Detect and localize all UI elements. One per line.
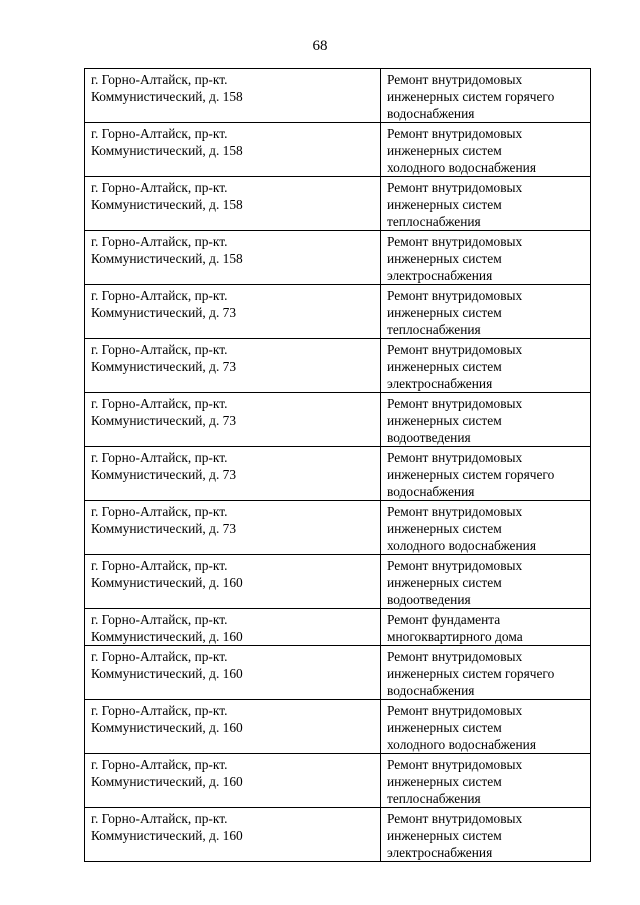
- work-text: Ремонт внутридомовых инженерных систем холодного водоснабжения: [387, 703, 536, 752]
- table-row: [85, 646, 591, 700]
- work-cell: [381, 754, 591, 808]
- work-text: Ремонт фундамента многоквартирного дома: [387, 612, 523, 644]
- address-cell: [85, 501, 381, 555]
- work-cell: [381, 123, 591, 177]
- address-text: г. Горно-Алтайск, пр-кт. Коммунистический, д. 160: [91, 703, 243, 735]
- work-cell: [381, 555, 591, 609]
- work-cell: [381, 285, 591, 339]
- work-text: Ремонт внутридомовых инженерных систем горячего водоснабжения: [387, 72, 555, 121]
- address-cell: [85, 447, 381, 501]
- work-text: Ремонт внутридомовых инженерных систем холодного водоснабжения: [387, 504, 536, 553]
- address-text: г. Горно-Алтайск, пр-кт. Коммунистический, д. 73: [91, 450, 237, 482]
- address-cell: [85, 808, 381, 862]
- table-row: [85, 808, 591, 862]
- work-cell: [381, 393, 591, 447]
- table-row: [85, 700, 591, 754]
- repair-table: [84, 68, 591, 862]
- table-row: [85, 339, 591, 393]
- address-cell: [85, 123, 381, 177]
- work-cell: [381, 231, 591, 285]
- work-cell: [381, 447, 591, 501]
- table-row: [85, 177, 591, 231]
- address-cell: [85, 69, 381, 123]
- work-text: Ремонт внутридомовых инженерных систем теплоснабжения: [387, 757, 523, 806]
- table-row: [85, 754, 591, 808]
- work-cell: [381, 609, 591, 646]
- work-text: Ремонт внутридомовых инженерных систем теплоснабжения: [387, 180, 523, 229]
- work-text: Ремонт внутридомовых инженерных систем водоотведения: [387, 396, 523, 445]
- table-row: [85, 555, 591, 609]
- address-cell: [85, 339, 381, 393]
- address-text: г. Горно-Алтайск, пр-кт. Коммунистический, д. 73: [91, 288, 237, 320]
- address-cell: [85, 285, 381, 339]
- table-row: [85, 285, 591, 339]
- work-cell: [381, 700, 591, 754]
- work-text: Ремонт внутридомовых инженерных систем водоотведения: [387, 558, 523, 607]
- work-text: Ремонт внутридомовых инженерных систем электроснабжения: [387, 342, 523, 391]
- table-row: [85, 501, 591, 555]
- work-cell: [381, 339, 591, 393]
- work-cell: [381, 646, 591, 700]
- address-cell: [85, 754, 381, 808]
- table-row: [85, 447, 591, 501]
- address-text: г. Горно-Алтайск, пр-кт. Коммунистический, д. 158: [91, 180, 243, 212]
- address-cell: [85, 609, 381, 646]
- address-text: г. Горно-Алтайск, пр-кт. Коммунистический, д. 73: [91, 504, 237, 536]
- work-cell: [381, 501, 591, 555]
- work-text: Ремонт внутридомовых инженерных систем горячего водоснабжения: [387, 649, 555, 698]
- table-row: [85, 609, 591, 646]
- address-cell: [85, 646, 381, 700]
- table-row: [85, 69, 591, 123]
- table-row: [85, 123, 591, 177]
- address-text: г. Горно-Алтайск, пр-кт. Коммунистический, д. 160: [91, 612, 243, 644]
- work-cell: [381, 69, 591, 123]
- address-cell: [85, 177, 381, 231]
- address-text: г. Горно-Алтайск, пр-кт. Коммунистический, д. 158: [91, 72, 243, 104]
- work-text: Ремонт внутридомовых инженерных систем электроснабжения: [387, 811, 523, 860]
- address-cell: [85, 700, 381, 754]
- work-text: Ремонт внутридомовых инженерных систем горячего водоснабжения: [387, 450, 555, 499]
- address-text: г. Горно-Алтайск, пр-кт. Коммунистический, д. 160: [91, 757, 243, 789]
- work-text: Ремонт внутридомовых инженерных систем холодного водоснабжения: [387, 126, 536, 175]
- address-text: г. Горно-Алтайск, пр-кт. Коммунистический, д. 158: [91, 126, 243, 158]
- work-cell: [381, 808, 591, 862]
- address-text: г. Горно-Алтайск, пр-кт. Коммунистический, д. 160: [91, 558, 243, 590]
- address-cell: [85, 555, 381, 609]
- work-cell: [381, 177, 591, 231]
- table-row: [85, 393, 591, 447]
- address-cell: [85, 393, 381, 447]
- address-text: г. Горно-Алтайск, пр-кт. Коммунистический, д. 73: [91, 342, 237, 374]
- work-text: Ремонт внутридомовых инженерных систем электроснабжения: [387, 234, 523, 283]
- table-row: [85, 231, 591, 285]
- work-text: Ремонт внутридомовых инженерных систем теплоснабжения: [387, 288, 523, 337]
- address-cell: [85, 231, 381, 285]
- address-text: г. Горно-Алтайск, пр-кт. Коммунистический, д. 158: [91, 234, 243, 266]
- address-text: г. Горно-Алтайск, пр-кт. Коммунистический, д. 73: [91, 396, 237, 428]
- address-text: г. Горно-Алтайск, пр-кт. Коммунистический, д. 160: [91, 649, 243, 681]
- address-text: г. Горно-Алтайск, пр-кт. Коммунистический, д. 160: [91, 811, 243, 843]
- page-number: 68: [312, 38, 328, 54]
